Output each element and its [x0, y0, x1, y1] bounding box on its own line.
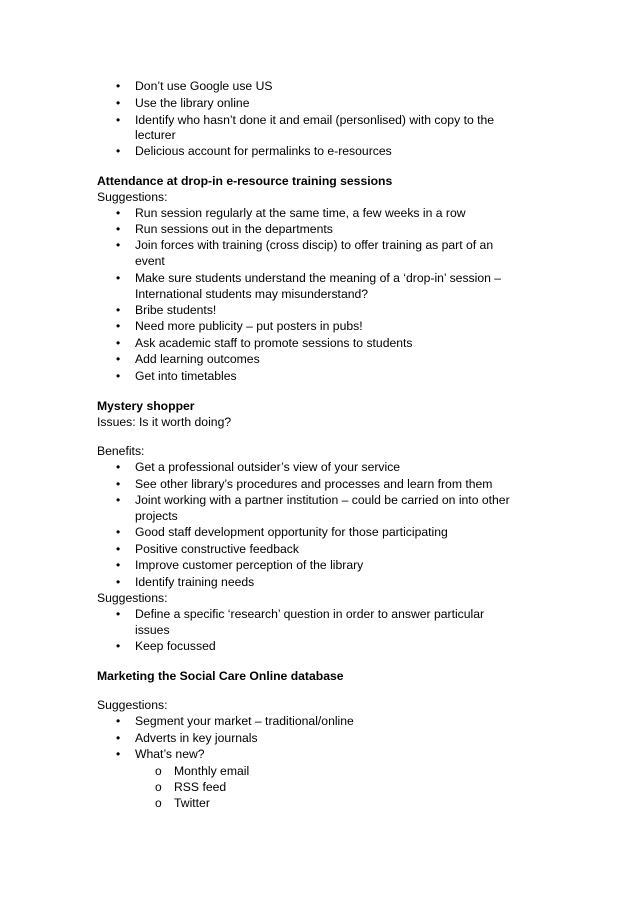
list-item: Define a specific ‘research’ question in order to answer particular [135, 607, 485, 621]
section-heading-mystery-shopper: Mystery shopper [97, 399, 195, 413]
bullet-marker: • [116, 222, 121, 236]
list-item: Run sessions out in the departments [135, 222, 333, 236]
list-item: Segment your market – traditional/online [135, 714, 354, 728]
list-item: Bribe students! [135, 303, 217, 317]
sub-list-item: Twitter [174, 796, 210, 810]
list-item: Make sure students understand the meaning of a ‘drop-in’ session – [135, 271, 502, 285]
bullet-marker: • [116, 206, 121, 220]
bullet-marker: • [116, 477, 121, 491]
section-heading-attendance: Attendance at drop-in e-resource training sessions [97, 174, 393, 188]
list-item: See other library’s procedures and processes and learn from them [135, 477, 493, 491]
sub-bullet-marker: o [155, 796, 162, 810]
bullet-marker: • [116, 336, 121, 350]
list-item: Join forces with training (cross discip) to offer training as part of an [135, 238, 494, 252]
sub-bullet-marker: o [155, 764, 162, 778]
bullet-marker: • [116, 460, 121, 474]
list-item: Delicious account for permalinks to e-resources [135, 144, 392, 158]
bullet-marker: • [116, 352, 121, 366]
list-item-continuation: projects [135, 509, 178, 523]
bullet-marker: • [116, 493, 121, 507]
list-item-continuation: issues [135, 623, 170, 637]
list-item: Identify who hasn’t done it and email (personlised) with copy to the [135, 113, 495, 127]
list-item-continuation: International students may misunderstand? [135, 287, 369, 301]
bullet-marker: • [116, 575, 121, 589]
list-item: Adverts in key journals [135, 731, 258, 745]
suggestions-label: Suggestions: [97, 190, 168, 204]
list-item: Add learning outcomes [135, 352, 260, 366]
bullet-marker: • [116, 714, 121, 728]
list-item: What’s new? [135, 747, 205, 761]
list-item: Identify training needs [135, 575, 255, 589]
bullet-marker: • [116, 96, 121, 110]
section-heading-marketing: Marketing the Social Care Online database [97, 669, 344, 683]
bullet-marker: • [116, 144, 121, 158]
list-item: Joint working with a partner institution – could be carried on into other [135, 493, 510, 507]
list-item: Get into timetables [135, 369, 237, 383]
list-item: Get a professional outsider’s view of your service [135, 460, 401, 474]
bullet-marker: • [116, 271, 121, 285]
list-item: Run session regularly at the same time, a few weeks in a row [135, 206, 466, 220]
list-item-continuation: event [135, 254, 165, 268]
sub-list-item: Monthly email [174, 764, 250, 778]
list-item: Improve customer perception of the library [135, 558, 364, 572]
bullet-marker: • [116, 113, 121, 127]
bullet-marker: • [116, 639, 121, 653]
benefits-label: Benefits: [97, 444, 145, 458]
list-item: Don’t use Google use US [135, 79, 273, 93]
list-item: Positive constructive feedback [135, 542, 299, 556]
list-item: Need more publicity – put posters in pubs! [135, 319, 363, 333]
bullet-marker: • [116, 558, 121, 572]
suggestions-label: Suggestions: [97, 591, 168, 605]
bullet-marker: • [116, 525, 121, 539]
suggestions-label: Suggestions: [97, 698, 168, 712]
list-item: Good staff development opportunity for those participating [135, 525, 448, 539]
bullet-marker: • [116, 319, 121, 333]
bullet-marker: • [116, 238, 121, 252]
bullet-marker: • [116, 79, 121, 93]
bullet-marker: • [116, 607, 121, 621]
bullet-marker: • [116, 747, 121, 761]
list-item: Use the library online [135, 96, 250, 110]
sub-list-item: RSS feed [174, 780, 227, 794]
issues-text: Issues: Is it worth doing? [97, 415, 232, 429]
bullet-marker: • [116, 542, 121, 556]
bullet-marker: • [116, 369, 121, 383]
list-item-continuation: lecturer [135, 128, 176, 142]
list-item: Ask academic staff to promote sessions to students [135, 336, 413, 350]
list-item: Keep focussed [135, 639, 216, 653]
bullet-marker: • [116, 303, 121, 317]
bullet-marker: • [116, 731, 121, 745]
sub-bullet-marker: o [155, 780, 162, 794]
